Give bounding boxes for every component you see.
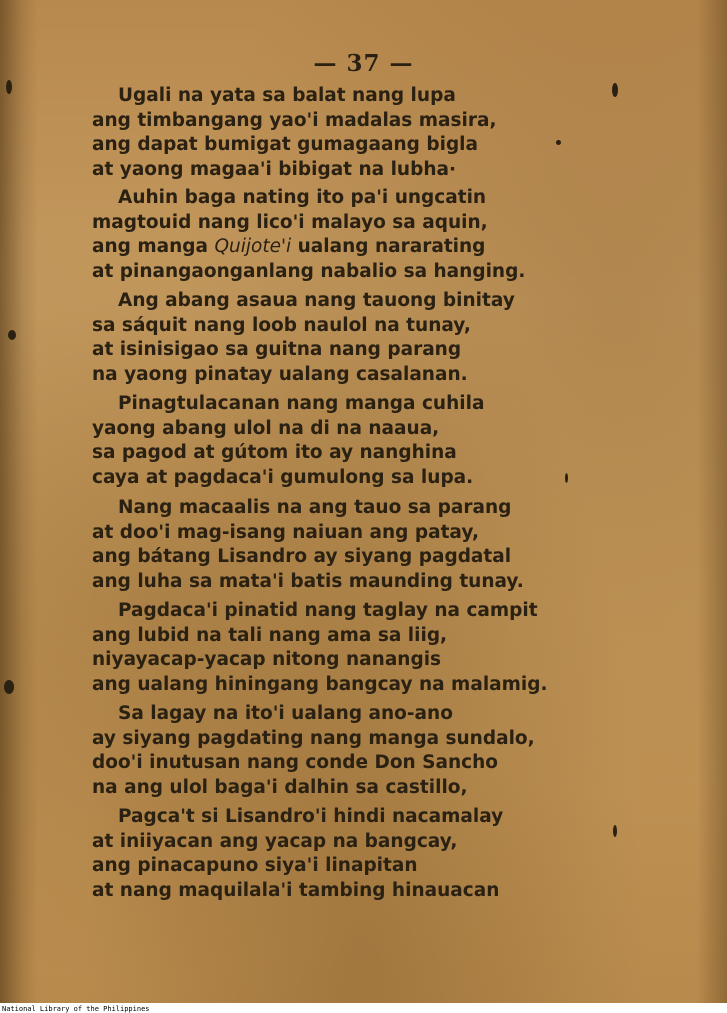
ink-speck [8, 330, 16, 340]
verse-line: Ang abang asaua nang tauong binitay [118, 290, 515, 311]
verse-line: ang timbangang yao'i madalas masira, [92, 109, 497, 131]
verse-line: ang dapat bumigat gumagaang bigla [92, 134, 479, 155]
verse-line: yaong abang ulol na di na naaua, [92, 417, 440, 439]
verse-line: at pinangaonganlang nabalio sa hanging. [92, 260, 526, 282]
verse-line-rest: ualang nararating [291, 236, 486, 257]
stanza [86, 599, 646, 697]
verse-line [86, 235, 646, 260]
stanza [86, 805, 646, 903]
verse-line: at iniiyacan ang yacap na bangcay, [92, 830, 458, 852]
verse-line: ang pinacapuno siya'i linapitan [92, 855, 418, 876]
verse-line: ay siyang pagdating nang manga sundalo, [92, 727, 535, 749]
verse-line: na ang ulol baga'i dalhin sa castillo, [92, 776, 468, 798]
verse-line: sa sáquit nang loob naulol na tunay, [92, 314, 471, 336]
verse-line: na yaong pinatay ualang casalanan. [92, 363, 468, 385]
italic-word: Quijote'i [214, 236, 292, 257]
stanza [86, 496, 646, 594]
stanza [86, 702, 646, 800]
verse-line: ang bátang Lisandro ay siyang pagdatal [92, 546, 512, 567]
library-credit: National Library of the Philippines [2, 1005, 150, 1013]
verse-line: at isinisigao sa guitna nang parang [92, 339, 462, 360]
verse-line: Auhin baga nating ito pa'i ungcatin [118, 187, 487, 208]
stanza [86, 186, 646, 284]
verse-line: ang ualang hiningang bangcay na malamig. [92, 673, 548, 695]
verse-line: at nang maquilala'i tambing hinauacan [92, 879, 500, 901]
verse-line: Pinagtulacanan nang manga cuhila [118, 393, 485, 414]
verse-line: Sa lagay na ito'i ualang ano-ano [118, 703, 453, 724]
stanza [86, 289, 646, 387]
verse-line: Pagca't si Lisandro'i hindi nacamalay [118, 806, 504, 827]
page-shadow-right [697, 0, 727, 1003]
verse-line: niyayacap-yacap nitong nanangis [92, 649, 442, 670]
ink-speck [4, 680, 14, 694]
verse-line: magtouid nang lico'i malayo sa aquin, [92, 211, 488, 233]
page-shadow-left [0, 0, 38, 1003]
verse-line: doo'i inutusan nang conde Don Sancho [92, 752, 498, 773]
stanza [86, 84, 646, 182]
verse-line: Pagdaca'i pinatid nang taglay na campit [118, 600, 538, 621]
verse-line: sa pagod at gútom ito ay nanghina [92, 442, 457, 463]
ink-speck [6, 80, 12, 94]
verse-line-start: ang manga [92, 236, 215, 257]
verse-line: ang lubid na tali nang ama sa liig, [92, 624, 448, 646]
verse-line: Ugali na yata sa balat nang lupa [118, 85, 456, 106]
verse-line: at doo'i mag-isang naiuan ang patay, [92, 521, 479, 543]
verse-line: caya at pagdaca'i gumulong sa lupa. [92, 466, 474, 488]
verse-line: ang luha sa mata'i batis maunding tunay. [92, 570, 524, 592]
verse-line: Nang macaalis na ang tauo sa parang [118, 497, 512, 518]
stanza [86, 392, 646, 490]
verse-line: at yaong magaa'i bibigat na lubha· [92, 158, 457, 180]
page-number: — 37 — [313, 50, 414, 77]
